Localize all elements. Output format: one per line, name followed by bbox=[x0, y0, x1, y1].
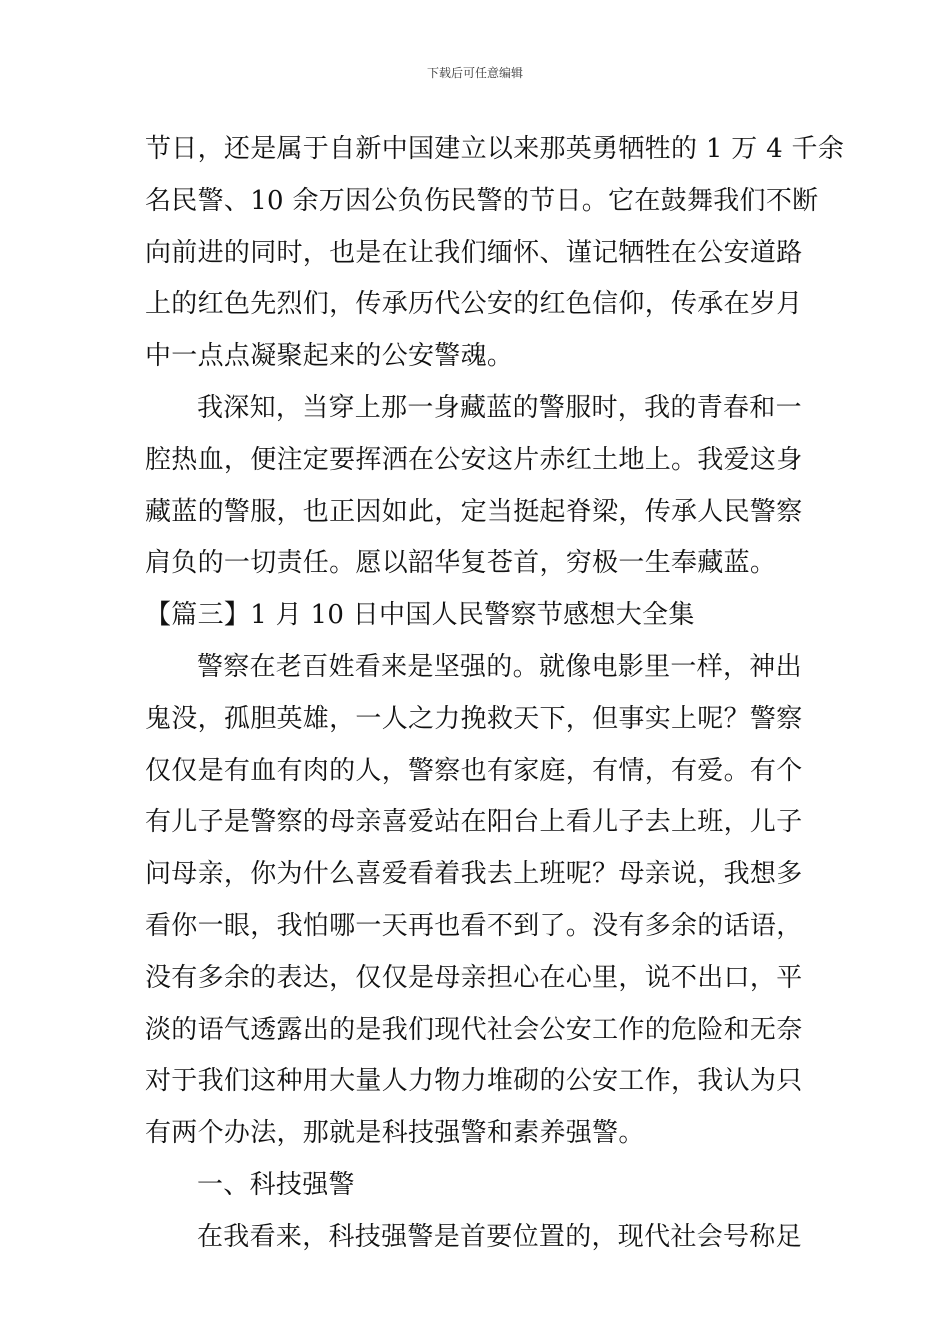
text-line: 看你一眼，我怕哪一天再也看不到了。没有多余的话语， bbox=[145, 910, 803, 941]
text-line: 节日，还是属于自新中国建立以来那英勇牺牲的 1 万 4 千余 bbox=[145, 134, 845, 164]
text-line: 名民警、10 余万因公负伤民警的节日。它在鼓舞我们不断 bbox=[145, 185, 819, 216]
paragraph-start: 我深知，当穿上那一身藏蓝的警服时，我的青春和一 bbox=[197, 392, 802, 423]
text-line: 对于我们这种用大量人力物力堆砌的公安工作，我认为只 bbox=[145, 1066, 803, 1097]
page-header: 下载后可任意编辑 bbox=[426, 66, 523, 80]
text-line: 肩负的一切责任。愿以韶华复苍首，穷极一生奉藏蓝。 bbox=[145, 548, 777, 579]
document-body bbox=[145, 124, 845, 1264]
text-line: 鬼没，孤胆英雄，一人之力挽救天下，但事实上呢？警察 bbox=[145, 703, 803, 734]
paragraph-start: 在我看来，科技强警是首要位置的，现代社会号称足 bbox=[197, 1221, 802, 1252]
paragraph-start: 警察在老百姓看来是坚强的。就像电影里一样，神出 bbox=[197, 651, 802, 682]
text-line: 中一点点凝聚起来的公安警魂。 bbox=[145, 341, 514, 372]
subsection-heading: 一、科技强警 bbox=[197, 1169, 355, 1200]
text-line: 有两个办法，那就是科技强警和素养强警。 bbox=[145, 1118, 645, 1149]
text-line: 有儿子是警察的母亲喜爱站在阳台上看儿子去上班，儿子 bbox=[145, 807, 803, 838]
text-line: 仅仅是有血有肉的人，警察也有家庭，有情，有爱。有个 bbox=[145, 755, 803, 786]
text-line: 上的红色先烈们，传承历代公安的红色信仰，传承在岁月 bbox=[145, 289, 803, 320]
text-line: 向前进的同时，也是在让我们缅怀、谨记牺牲在公安道路 bbox=[145, 237, 803, 268]
text-line: 腔热血，便注定要挥洒在公安这片赤红土地上。我爱这身 bbox=[145, 444, 803, 475]
text-line: 没有多余的表达，仅仅是母亲担心在心里，说不出口，平 bbox=[145, 962, 803, 993]
section-heading: 【篇三】1 月 10 日中国人民警察节感想大全集 bbox=[145, 600, 695, 631]
text-line: 问母亲，你为什么喜爱看着我去上班呢？母亲说，我想多 bbox=[145, 859, 803, 890]
text-line: 淡的语气透露出的是我们现代社会公安工作的危险和无奈 bbox=[145, 1014, 803, 1045]
text-line: 藏蓝的警服，也正因如此，定当挺起脊梁，传承人民警察 bbox=[145, 496, 803, 527]
